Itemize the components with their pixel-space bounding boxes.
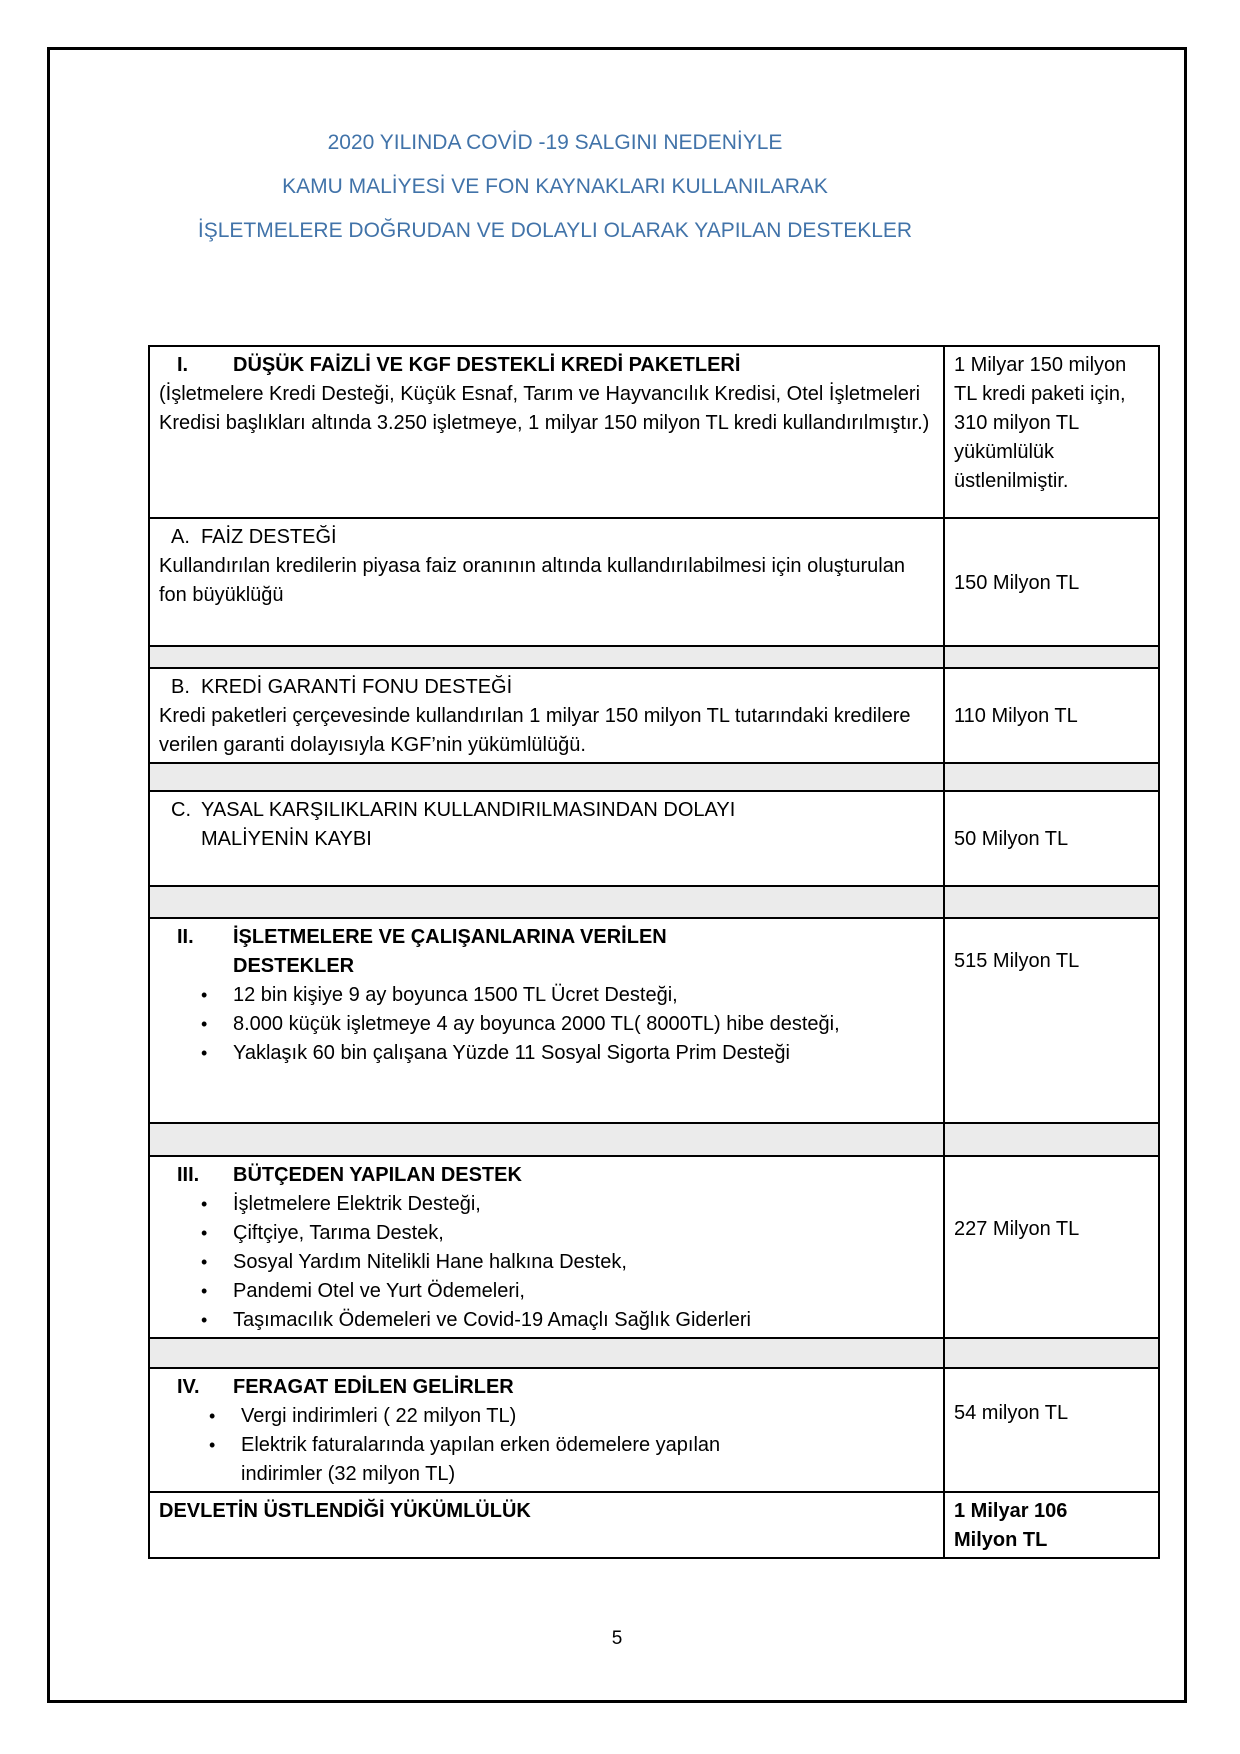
row-left-cell: [150, 764, 945, 790]
bullet-dot-icon: •: [201, 1310, 208, 1330]
row-heading-text: FERAGAT EDİLEN GELİRLER: [233, 1376, 514, 1398]
row-value-cell: [945, 1493, 1158, 1557]
row-value-cell: [945, 764, 1158, 790]
row-left-cell: [150, 519, 945, 645]
row-value-cell: [945, 519, 1158, 645]
bullet-dot-icon: •: [201, 1043, 208, 1063]
bullet-item: [159, 1306, 935, 1335]
page-number: 5: [611, 1628, 623, 1649]
row-number: IV.: [177, 1376, 200, 1398]
bullet-item: [159, 1039, 935, 1068]
row-value: 227 Milyon TL: [954, 1218, 1080, 1240]
row-value: 1 Milyar 106 Milyon TL: [954, 1500, 1068, 1551]
row-heading: [159, 1161, 935, 1190]
row-heading-text: FAİZ DESTEĞİ: [201, 526, 337, 548]
bullet-text: Sosyal Yardım Nitelikli Hane halkına Destek,: [233, 1251, 627, 1273]
row-heading: [159, 1373, 935, 1402]
table-row: [150, 919, 1158, 1124]
bullet-item: [159, 1219, 935, 1248]
row-left-cell: [150, 669, 945, 762]
title-line: KAMU MALİYESİ VE FON KAYNAKLARI KULLANILARAK: [282, 175, 828, 198]
row-value-cell: [945, 919, 1158, 1122]
spacer-row: [150, 1124, 1158, 1157]
row-value: 54 milyon TL: [954, 1402, 1069, 1424]
row-value-cell: [945, 347, 1158, 517]
row-value-cell: [945, 647, 1158, 667]
row-value-cell: [945, 1157, 1158, 1337]
table-row: [150, 1157, 1158, 1339]
row-heading-text: İŞLETMELERE VE ÇALIŞANLARINA VERİLEN DESTEKLER: [233, 926, 667, 977]
row-body: Kredi paketleri çerçevesinde kullandırılan 1 milyar 150 milyon TL tutarındaki kredilere verilen garanti dolayısıyla KGF’nin yükümlülüğü.: [159, 705, 911, 756]
support-table: [148, 345, 1160, 1559]
page-frame: [47, 47, 1187, 1703]
row-value-cell: [945, 792, 1158, 885]
row-heading-text: KREDİ GARANTİ FONU DESTEĞİ: [201, 676, 513, 698]
bullet-item: [159, 1402, 935, 1431]
row-left-cell: [150, 887, 945, 917]
row-value: 1 Milyar 150 milyon TL kredi paketi için, 310 milyon TL yükümlülük üstlenilmiştir.: [954, 354, 1127, 492]
table-row: [150, 792, 1158, 887]
bullet-text: 12 bin kişiye 9 ay boyunca 1500 TL Ücret Desteği,: [233, 984, 678, 1006]
table-row: [150, 1493, 1158, 1557]
row-heading: [159, 1497, 935, 1526]
table-row: [150, 669, 1158, 764]
row-value-cell: [945, 1124, 1158, 1155]
row-heading-text: YASAL KARŞILIKLARIN KULLANDIRILMASINDAN DOLAYI MALİYENİN KAYBI: [201, 799, 736, 850]
row-bullets: [159, 1402, 935, 1489]
row-left-cell: [150, 792, 945, 885]
row-value-cell: [945, 669, 1158, 762]
row-number: III.: [177, 1164, 200, 1186]
row-bullets: [159, 1190, 935, 1335]
title-line: İŞLETMELERE DOĞRUDAN VE DOLAYLI OLARAK YAPILAN DESTEKLER: [197, 219, 913, 242]
row-value: 110 Milyon TL: [954, 705, 1078, 727]
row-left-cell: [150, 1369, 945, 1491]
bullet-text: Çiftçiye, Tarıma Destek,: [233, 1222, 444, 1244]
row-heading: [159, 673, 935, 702]
bullet-item: [159, 1277, 935, 1306]
table-row: [150, 519, 1158, 647]
row-heading-text: DEVLETİN ÜSTLENDİĞİ YÜKÜMLÜLÜK: [159, 1500, 531, 1522]
spacer-row: [150, 764, 1158, 792]
row-number: B.: [171, 676, 190, 698]
table-row: [150, 347, 1158, 519]
bullet-dot-icon: •: [201, 985, 208, 1005]
row-heading: [159, 523, 935, 552]
bullet-item: [159, 1431, 935, 1489]
row-left-cell: [150, 647, 945, 667]
row-value-cell: [945, 1369, 1158, 1491]
bullet-text: İşletmelere Elektrik Desteği,: [233, 1193, 481, 1215]
bullet-dot-icon: •: [201, 1194, 208, 1214]
row-number: C.: [171, 799, 191, 821]
bullet-item: [159, 1010, 935, 1039]
row-left-cell: [150, 1124, 945, 1155]
title-line: 2020 YILINDA COVİD -19 SALGINI NEDENİYLE: [327, 131, 783, 154]
bullet-text: Vergi indirimleri ( 22 milyon TL): [241, 1405, 517, 1427]
row-value: 515 Milyon TL: [954, 950, 1080, 972]
row-number: I.: [177, 354, 189, 376]
spacer-row: [150, 1339, 1158, 1369]
bullet-text: Pandemi Otel ve Yurt Ödemeleri,: [233, 1280, 525, 1302]
bullet-dot-icon: •: [201, 1014, 208, 1034]
bullet-dot-icon: •: [201, 1252, 208, 1272]
row-heading: [159, 351, 935, 380]
row-value-cell: [945, 887, 1158, 917]
row-left-cell: [150, 1339, 945, 1367]
row-left-cell: [150, 1157, 945, 1337]
bullet-item: [159, 1248, 935, 1277]
row-number: A.: [171, 526, 190, 548]
row-heading: [159, 923, 935, 981]
row-heading: [159, 796, 935, 854]
row-body: (İşletmelere Kredi Desteği, Küçük Esnaf, Tarım ve Hayvancılık Kredisi, Otel İşletmeleri Kredisi başlıkları altında 3.250 işletmeye, 1 milyar 150 milyon TL kredi kullandırılmıştır.): [159, 383, 930, 434]
spacer-row: [150, 887, 1158, 919]
row-heading-text: BÜTÇEDEN YAPILAN DESTEK: [233, 1164, 522, 1186]
row-bullets: [159, 981, 935, 1068]
row-number: II.: [177, 926, 194, 948]
row-heading-text: DÜŞÜK FAİZLİ VE KGF DESTEKLİ KREDİ PAKETLERİ: [233, 354, 741, 376]
bullet-text: Yaklaşık 60 bin çalışana Yüzde 11 Sosyal Sigorta Prim Desteği: [233, 1042, 790, 1064]
spacer-row: [150, 647, 1158, 669]
row-value: 50 Milyon TL: [954, 828, 1069, 850]
bullet-text: Elektrik faturalarında yapılan erken ödemelere yapılan indirimler (32 milyon TL): [241, 1434, 721, 1485]
bullet-dot-icon: •: [209, 1406, 216, 1426]
row-value: 150 Milyon TL: [954, 571, 1080, 594]
row-left-cell: [150, 1493, 945, 1557]
bullet-dot-icon: •: [201, 1281, 208, 1301]
row-left-cell: [150, 347, 945, 517]
bullet-item: [159, 1190, 935, 1219]
bullet-item: [159, 981, 935, 1010]
bullet-dot-icon: •: [201, 1223, 208, 1243]
row-value-cell: [945, 1339, 1158, 1367]
row-left-cell: [150, 919, 945, 1122]
document-title: [70, 128, 1040, 260]
bullet-text: Taşımacılık Ödemeleri ve Covid-19 Amaçlı Sağlık Giderleri: [233, 1309, 751, 1331]
bullet-text: 8.000 küçük işletmeye 4 ay boyunca 2000 TL( 8000TL) hibe desteği,: [233, 1013, 840, 1035]
bullet-dot-icon: •: [209, 1435, 216, 1455]
table-row: [150, 1369, 1158, 1493]
row-body: Kullandırılan kredilerin piyasa faiz oranının altında kullandırılabilmesi için oluşturulan fon büyüklüğü: [159, 555, 905, 606]
